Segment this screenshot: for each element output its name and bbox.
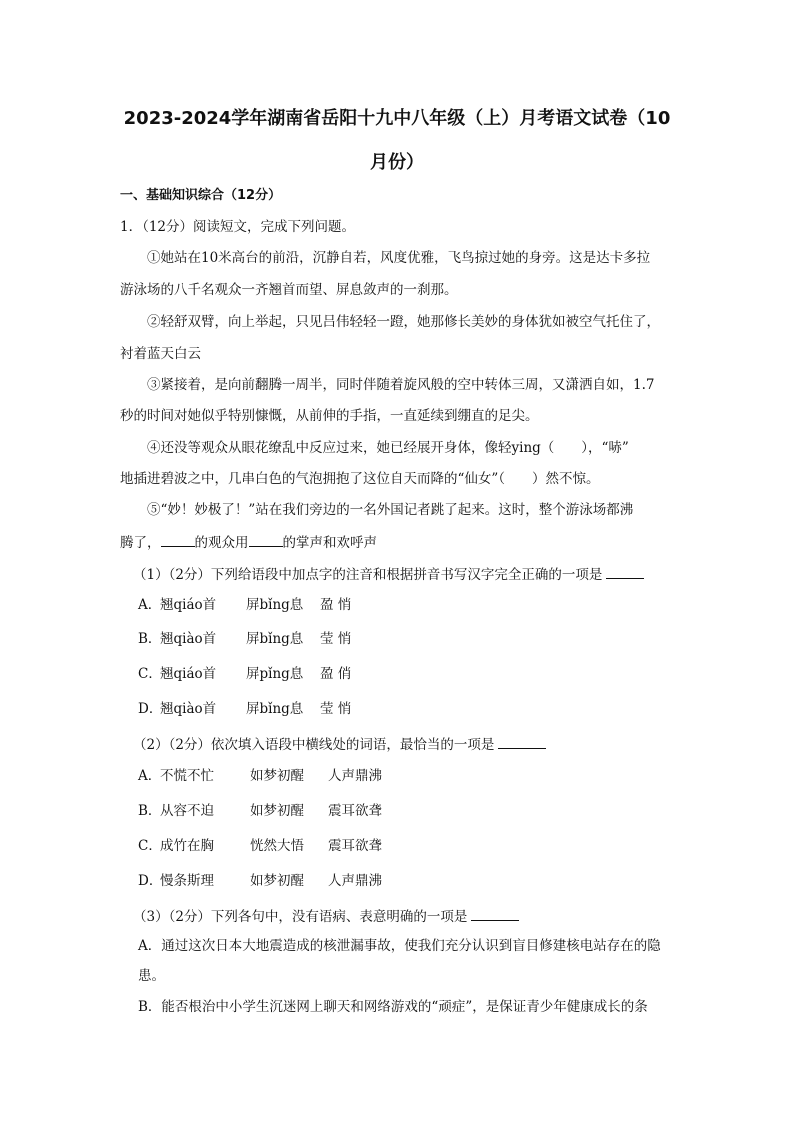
option-choice-2: 恍然大悟 (250, 838, 304, 854)
subquestion-2-stem (133, 734, 546, 754)
option-choice-2: 屏pǐng息 (246, 666, 304, 682)
subquestion-2-text: （2）（2分）依次填入语段中横线处的词语，最恰当的一项是 (133, 737, 495, 753)
passage-para-5-line-1: ⑤“妙！妙极了！”站在我们旁边的一名外国记者跳了起来。这时，整个游泳场都沸 (147, 502, 634, 518)
option-choice-3: 莹 悄 (320, 631, 352, 647)
subquestion-3-option-a-line-1[interactable]: A．通过这次日本大地震造成的核泄漏事故，使我们充分认识到盲目修建核电站存在的隐 (138, 938, 661, 954)
option-choice-1: 翘qiào首 (160, 631, 217, 647)
option-choice-2: 如梦初醒 (250, 873, 304, 889)
option-choice-2: 如梦初醒 (250, 803, 304, 819)
subquestion-1-option-b[interactable] (138, 630, 438, 648)
passage-para-4-line-1: ④还没等观众从眼花缭乱中反应过来，她已经展开身体，像轻ying（ ），“哧” (147, 440, 629, 456)
passage-text-segment: 的观众用 (194, 535, 249, 551)
option-choice-3: 震耳欲聋 (328, 803, 382, 819)
fill-blank-2[interactable] (249, 532, 283, 547)
section-heading: 一、基础知识综合（12分） (120, 188, 282, 203)
passage-text-segment: 腾了， (120, 535, 161, 551)
subquestion-2-option-d[interactable] (138, 872, 438, 890)
passage-para-2-line-1: ②轻舒双臂，向上举起，只见吕伟轻轻一蹬，她那修长美妙的身体犹如被空气托住了， (147, 314, 660, 330)
subquestion-1-option-c[interactable] (138, 665, 438, 683)
subquestion-3-option-b-line-1[interactable]: B．能否根治中小学生沉迷网上聊天和网络游戏的“顽症”，是保证青少年健康成长的条 (138, 999, 648, 1015)
option-choice-3: 盈 悄 (320, 597, 352, 613)
answer-blank-1[interactable] (606, 564, 644, 579)
option-label: C． (138, 838, 162, 854)
passage-para-4-line-2: 地插进碧波之中，几串白色的气泡拥抱了这位自天而降的“仙女”（ ）然不惊。 (120, 471, 600, 487)
option-choice-2: 屏bǐng息 (246, 701, 304, 717)
option-choice-1: 翘qiáo首 (160, 597, 217, 613)
option-choice-1: 成竹在胸 (160, 838, 214, 854)
passage-text-segment: 的掌声和欢呼声 (282, 535, 377, 551)
option-choice-1: 从容不迫 (160, 803, 214, 819)
passage-para-1-line-2: 游泳场的八千名观众一齐翘首而望、屏息敛声的一刹那。 (120, 282, 458, 298)
subquestion-2-option-a[interactable] (138, 767, 438, 785)
passage-para-3-line-2: 秒的时间对她似乎特别慷慨，从前伸的手指，一直延续到绷直的足尖。 (120, 408, 539, 424)
subquestion-2-option-c[interactable] (138, 837, 438, 855)
option-choice-2: 屏bǐng息 (246, 631, 304, 647)
passage-para-3-line-1: ③紧接着，是向前翻腾一周半，同时伴随着旋风般的空中转体三周，又潇洒自如，1.7 (147, 377, 655, 393)
option-choice-3: 人声鼎沸 (328, 768, 382, 784)
option-label: A． (138, 597, 162, 613)
option-choice-1: 不慌不忙 (160, 768, 214, 784)
subquestion-1-stem (133, 564, 644, 584)
passage-para-1-line-1: ①她站在10米高台的前沿，沉静自若，风度优雅，飞鸟掠过她的身旁。这是达卡多拉 (147, 250, 651, 266)
exam-title-line-2: 月份） (370, 152, 424, 173)
question-1-intro: 1．（12分）阅读短文，完成下列问题。 (120, 219, 356, 235)
fill-blank-1[interactable] (161, 532, 195, 547)
option-label: B． (138, 803, 162, 819)
subquestion-1-text: （1）（2分）下列给语段中加点字的注音和根据拼音书写汉字完全正确的一项是 (133, 567, 603, 583)
passage-para-5-line-2 (120, 532, 377, 552)
option-choice-3: 人声鼎沸 (328, 873, 382, 889)
subquestion-1-option-a[interactable] (138, 596, 438, 614)
option-choice-1: 翘qiáo首 (160, 666, 217, 682)
option-choice-2: 如梦初醒 (250, 768, 304, 784)
exam-title-line-1: 2023-2024学年湖南省岳阳十九中八年级（上）月考语文试卷（10 (123, 108, 671, 129)
subquestion-1-option-d[interactable] (138, 700, 438, 718)
subquestion-3-stem (133, 906, 519, 926)
option-label: D． (138, 873, 163, 889)
option-choice-1: 翘qiào首 (160, 701, 217, 717)
option-choice-1: 慢条斯理 (160, 873, 214, 889)
option-choice-3: 莹 悄 (320, 701, 352, 717)
subquestion-3-text: （3）（2分）下列各句中，没有语病、表意明确的一项是 (133, 909, 468, 925)
option-label: C． (138, 666, 162, 682)
subquestion-3-option-a-line-2: 患。 (138, 968, 165, 984)
option-choice-3: 震耳欲聋 (328, 838, 382, 854)
option-choice-3: 盈 俏 (320, 666, 352, 682)
passage-para-2-line-2: 衬着蓝天白云 (120, 346, 201, 362)
subquestion-2-option-b[interactable] (138, 802, 438, 820)
answer-blank-3[interactable] (471, 906, 519, 921)
option-label: A． (138, 768, 162, 784)
answer-blank-2[interactable] (498, 734, 546, 749)
option-label: D． (138, 701, 163, 717)
option-choice-2: 屏bǐng息 (246, 597, 304, 613)
option-label: B． (138, 631, 162, 647)
